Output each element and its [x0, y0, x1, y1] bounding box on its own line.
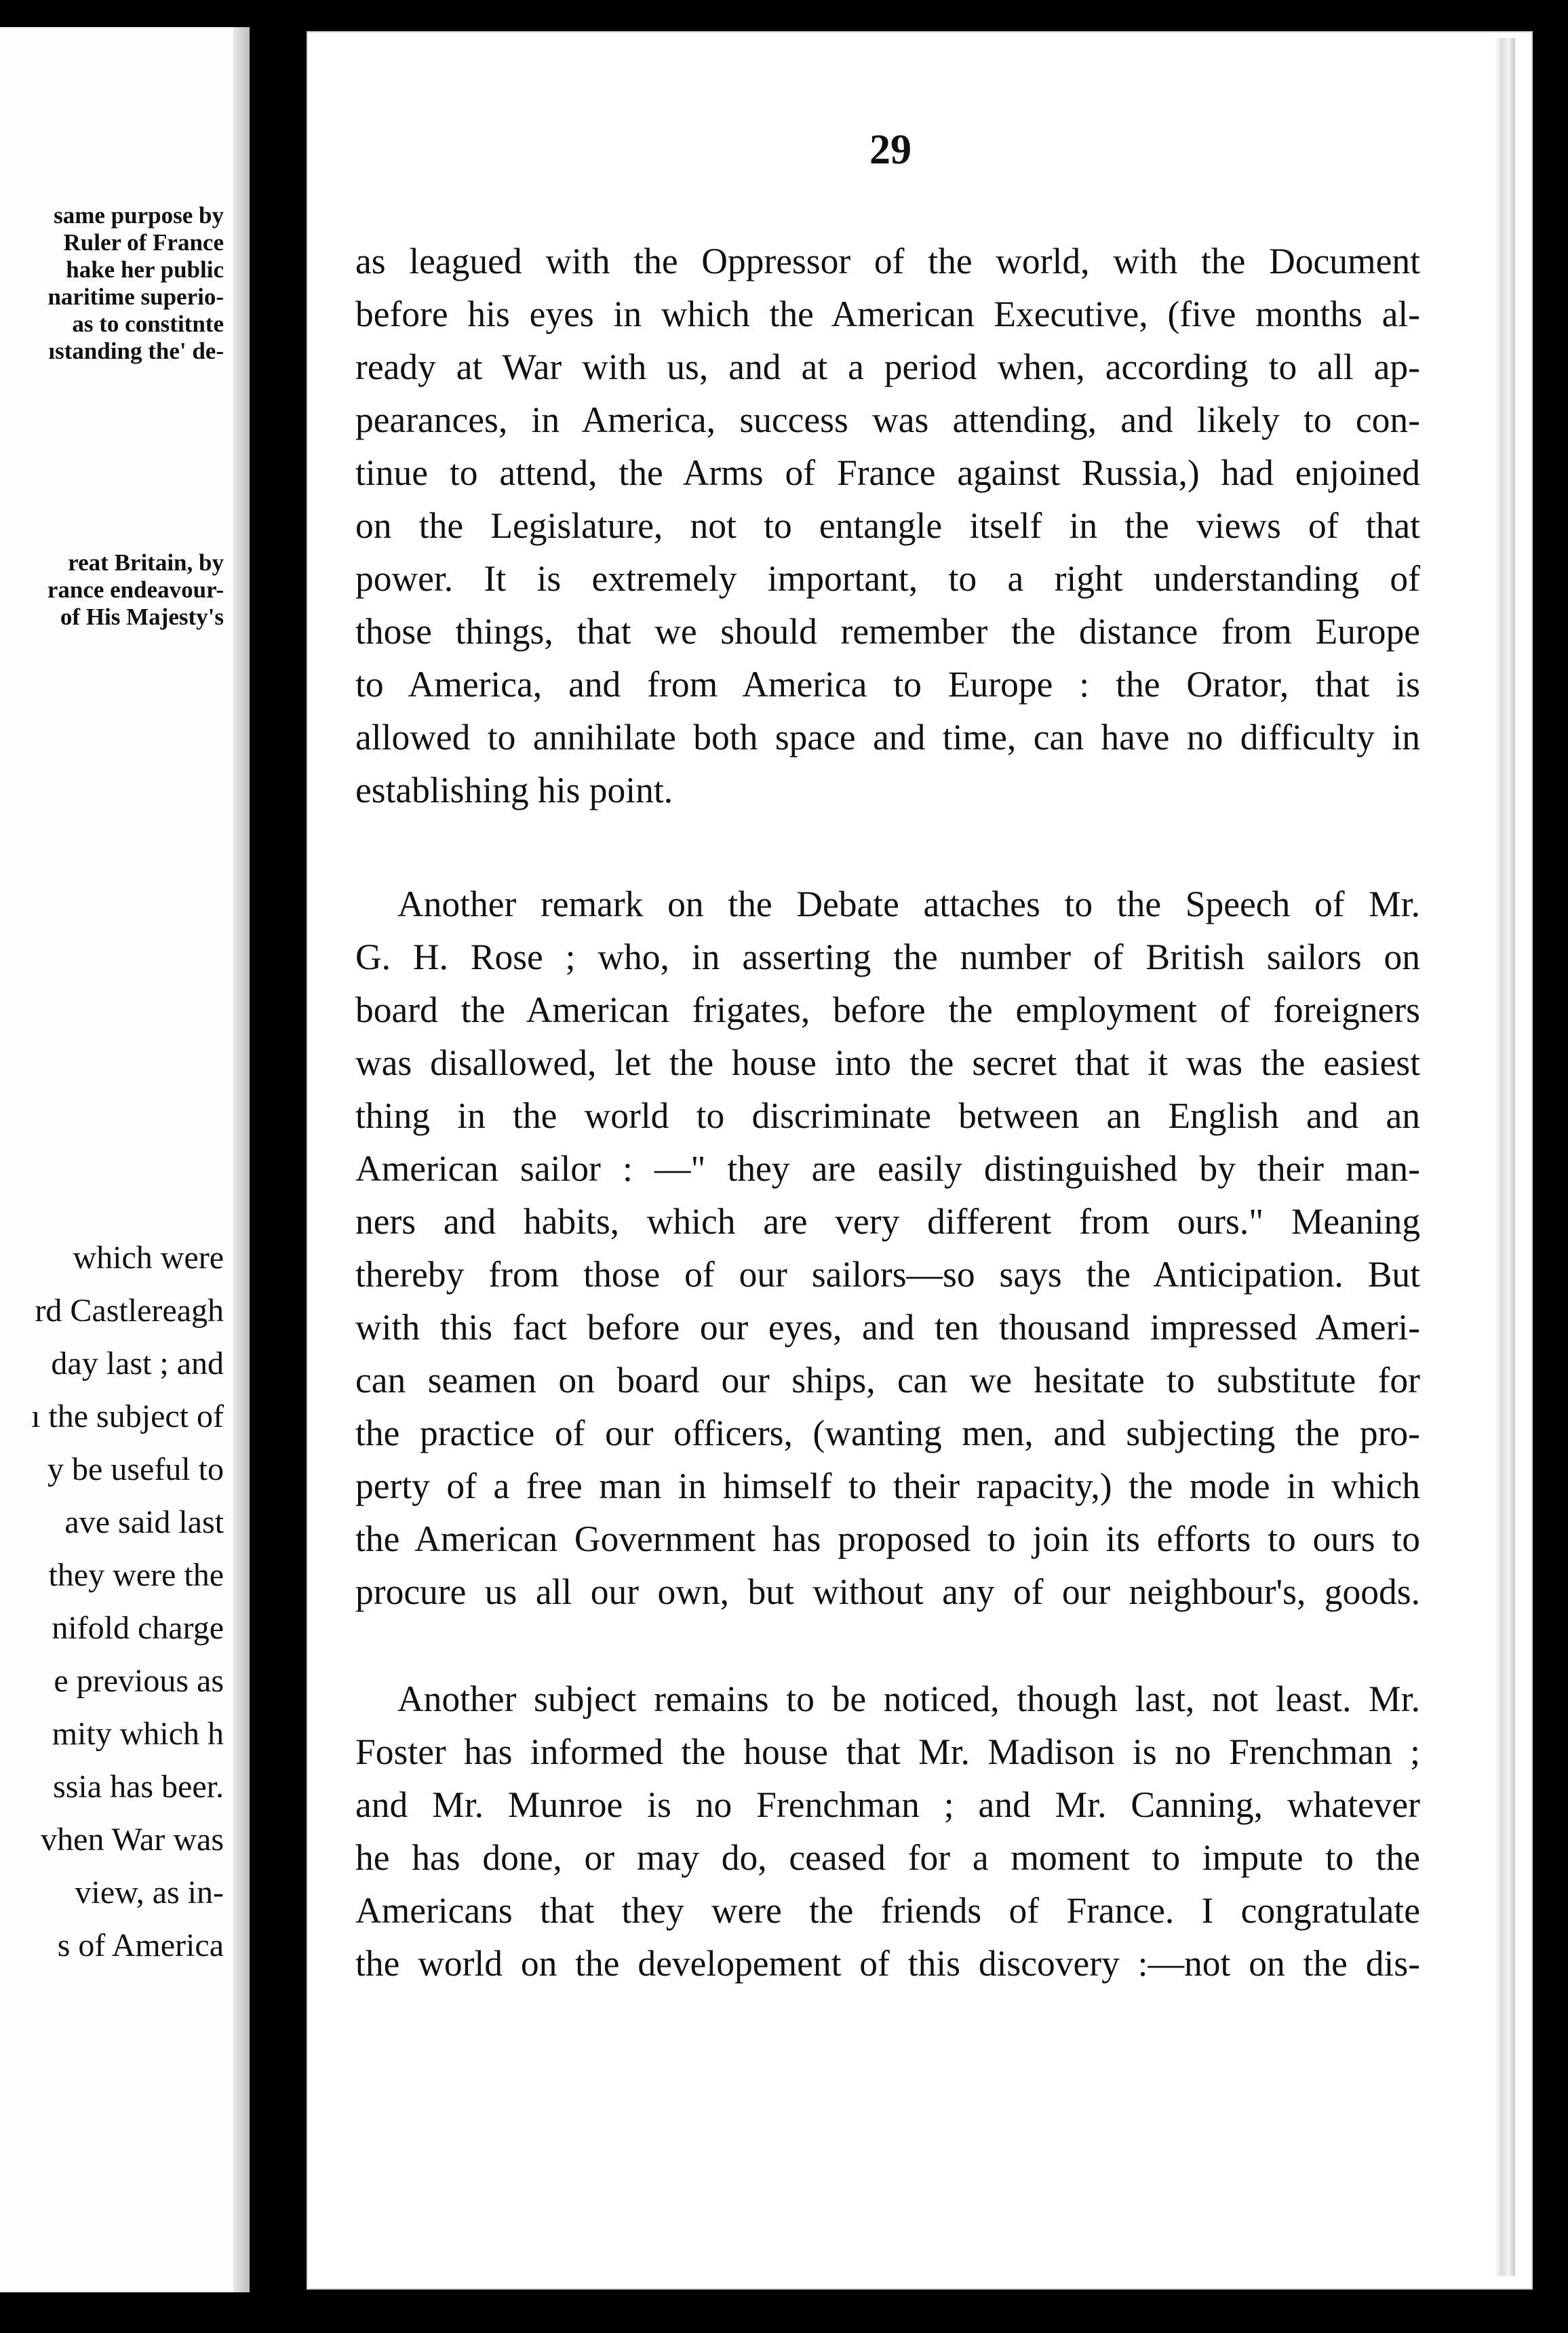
text-line: board the American frigates, before the employment of foreigners [355, 989, 1420, 1030]
gutter-shadow [233, 27, 250, 2292]
text-line: those things, that we should remember the distance from Europe [355, 611, 1420, 652]
text-line: ners and habits, which are very different from ours." Meaning [355, 1201, 1420, 1242]
left-page-line: hake her public [66, 256, 224, 283]
paragraph-2 [355, 878, 1420, 1618]
left-page-line: e previous as [54, 1663, 224, 1699]
text-line: procure us all our own, but without any of our neighbour's, goods. [355, 1571, 1420, 1612]
text-line: power. It is extremely important, to a right understanding of [355, 558, 1420, 599]
left-page-line: as to constitnte [72, 311, 224, 337]
page-number: 29 [869, 127, 912, 173]
text-line: Americans that they were the friends of France. I congratulate [355, 1890, 1420, 1931]
left-page-line: ı the subject of [31, 1398, 224, 1434]
text-line: Another remark on the Debate attaches to the Speech of Mr. [397, 884, 1420, 924]
left-page-line: view, as in- [75, 1875, 224, 1910]
text-line: ready at War with us, and at a period when, according to all ap- [355, 347, 1420, 387]
text-line: perty of a free man in himself to their rapacity,) the mode in which [355, 1466, 1420, 1506]
paragraph-1 [355, 235, 1420, 817]
left-facing-page [0, 27, 250, 2292]
page-edge-shading [1495, 38, 1515, 2276]
text-line: pearances, in America, success was attending, and likely to con- [355, 399, 1420, 440]
left-page-line: ave said last [64, 1504, 224, 1540]
text-line: on the Legislature, not to entangle itself in the views of that [355, 505, 1420, 546]
left-page-line: Ruler of France [63, 229, 224, 256]
left-page-line: vhen War was [41, 1822, 224, 1858]
text-line: the American Government has proposed to join its efforts to ours to [355, 1518, 1420, 1559]
text-line: with this fact before our eyes, and ten thousand impressed Ameri- [355, 1307, 1420, 1348]
text-line: to America, and from America to Europe : the Orator, that is [355, 664, 1420, 705]
main-page [307, 31, 1533, 2290]
text-line: before his eyes in which the American Executive, (five months al- [355, 294, 1420, 334]
text-line: can seamen on board our ships, can we hesitate to substitute for [355, 1360, 1420, 1400]
left-page-line: which were [73, 1240, 224, 1276]
left-page-line: day last ; and [51, 1346, 224, 1381]
left-page-line: s of America [57, 1927, 224, 1963]
left-page-line: same purpose by [54, 202, 224, 229]
text-line: he has done, or may do, ceased for a moment to impute to the [355, 1837, 1420, 1878]
text-line: Foster has informed the house that Mr. Madison is no Frenchman ; [355, 1731, 1420, 1772]
left-page-line: rd Castlereagh [35, 1293, 224, 1329]
text-line: allowed to annihilate both space and time, can have no difficulty in [355, 717, 1420, 758]
left-page-line: reat Britain, by [68, 549, 224, 576]
text-line: was disallowed, let the house into the secret that it was the easiest [355, 1042, 1420, 1083]
left-page-line: rance endeavour- [47, 576, 224, 603]
text-line: thereby from those of our sailors—so says the Anticipation. But [355, 1254, 1420, 1295]
left-page-line: ssia has beer. [53, 1769, 224, 1805]
left-page-line: mity which h [52, 1716, 224, 1752]
text-line: thing in the world to discriminate between an English and an [355, 1095, 1420, 1136]
text-line: the practice of our officers, (wanting men, and subjecting the pro- [355, 1413, 1420, 1453]
left-page-line: y be useful to [47, 1451, 224, 1487]
text-line: establishing his point. [355, 770, 673, 810]
left-page-line: naritime superio- [47, 283, 224, 310]
left-page-line: ıstanding the' de- [48, 338, 224, 364]
text-line: American sailor : —" they are easily distinguished by their man- [355, 1148, 1420, 1189]
text-line: G. H. Rose ; who, in asserting the number of British sailors on [355, 937, 1420, 977]
text-line: and Mr. Munroe is no Frenchman ; and Mr. Canning, whatever [355, 1784, 1420, 1825]
left-page-line: of His Majesty's [60, 604, 224, 630]
text-line: the world on the developement of this discovery :—not on the dis- [355, 1943, 1420, 1984]
text-line: tinue to attend, the Arms of France against Russia,) had enjoined [355, 452, 1420, 493]
text-line: as leagued with the Oppressor of the world, with the Document [355, 241, 1420, 281]
left-page-line: they were the [48, 1557, 224, 1593]
text-line: Another subject remains to be noticed, though last, not least. Mr. [397, 1679, 1420, 1719]
left-page-line: nifold charge [52, 1610, 224, 1646]
paragraph-3 [355, 1672, 1420, 1990]
